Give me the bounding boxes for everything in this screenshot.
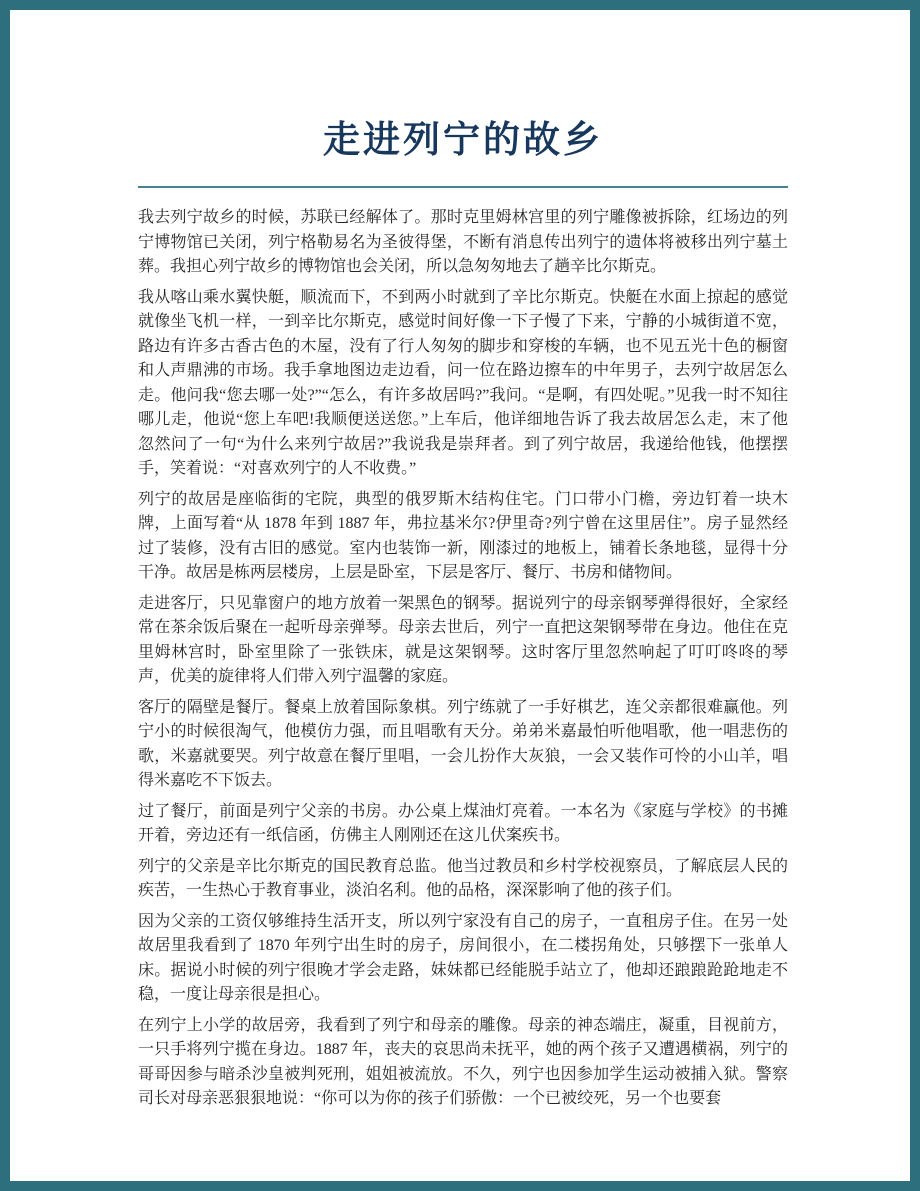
paragraph: 在列宁上小学的故居旁，我看到了列宁和母亲的雕像。母亲的神态端庄，凝重，目视前方，一只手将列宁揽在身边。1887 年，丧夫的哀思尚未抚平，她的两个孩子又遭遇横祸，列宁的哥哥因参与暗杀沙皇被判死刑，姐姐被流放。不久，列宁也因参加学生运动被捕入狱。警察司长对母亲恶狠狠地说：“你可以为你的孩子们骄傲：一个已被绞死，另一个也要套 [138,1016,788,1108]
paragraph: 列宁的父亲是辛比尔斯克的国民教育总监。他当过教员和乡村学校视察员，了解底层人民的疾苦，一生热心于教育事业，淡泊名利。他的品格，深深影响了他的孩子们。 [138,857,788,900]
document-body [138,206,788,1112]
paragraph: 我从喀山乘水翼快艇，顺流而下，不到两小时就到了辛比尔斯克。快艇在水面上掠起的感觉就像坐飞机一样，一到辛比尔斯克，感觉时间好像一下子慢了下来，宁静的小城街道不宽，路边有许多古香古色的木屋，没有了行人匆匆的脚步和穿梭的车辆，也不见五光十色的橱窗和人声鼎沸的市场。我手拿地图边走边看，问一位在路边擦车的中年男子，去列宁故居怎么走。他问我“您去哪一处?”“怎么，有许多故居吗?”我问。“是啊，有四处呢。”见我一时不知往哪儿走，他说“您上车吧!我顺便送送您。”上车后，他详细地告诉了我去故居怎么走，末了他忽然问了一句“为什么来列宁故居?”我说我是崇拜者。到了列宁故居，我递给他钱，他摆摆手，笑着说：“对喜欢列宁的人不收费。” [138,288,788,478]
paragraph: 我去列宁故乡的时候，苏联已经解体了。那时克里姆林宫里的列宁雕像被拆除，红场边的列宁博物馆已关闭，列宁格勒易名为圣彼得堡，不断有消息传出列宁的遗体将被移出列宁墓土葬。我担心列宁故乡的博物馆也会关闭，所以急匆匆地去了趟辛比尔斯克。 [138,209,788,276]
paragraph: 因为父亲的工资仅够维持生活开支，所以列宁家没有自己的房子，一直租房子住。在另一处故居里我看到了 1870 年列宁出生时的房子，房间很小，在二楼拐角处，只够摆下一张单人床。据说小时候的列宁很晚才学会走路，妹妹都已经能脱手站立了，他却还踉踉跄跄地走不稳，一度让母亲很是担心。 [138,912,788,1004]
paragraph: 列宁的故居是座临街的宅院，典型的俄罗斯木结构住宅。门口带小门檐，旁边钉着一块木牌，上面写着“从 1878 年到 1887 年，弗拉基米尔?伊里奇?列宁曾在这里居住”。房子显然经过了装修，没有古旧的感觉。室内也装饰一新，刚漆过的地板上，铺着长条地毯，显得十分干净。故居是栋两层楼房，上层是卧室，下层是客厅、餐厅、书房和储物间。 [138,490,788,582]
paragraph: 过了餐厅，前面是列宁父亲的书房。办公桌上煤油灯亮着。一本名为《家庭与学校》的书摊开着，旁边还有一纸信函，仿佛主人刚刚还在这儿伏案疾书。 [138,802,788,845]
paragraph: 客厅的隔壁是餐厅。餐桌上放着国际象棋。列宁练就了一手好棋艺，连父亲都很难赢他。列宁小的时候很淘气，他模仿力强，而且唱歌有天分。弟弟米嘉最怕听他唱歌，他一唱悲伤的歌，米嘉就要哭。列宁故意在餐厅里唱，一会儿扮作大灰狼，一会又装作可怜的小山羊，唱得米嘉吃不下饭去。 [138,698,788,790]
paragraph: 走进客厅，只见靠窗户的地方放着一架黑色的钢琴。据说列宁的母亲钢琴弹得很好，全家经常在茶余饭后聚在一起听母亲弹琴。母亲去世后，列宁一直把这架钢琴带在身边。他住在克里姆林宫时，卧室里除了一张铁床，就是这架钢琴。这时客厅里忽然响起了叮叮咚咚的琴声，优美的旋律将人们带入列宁温馨的家庭。 [138,594,788,686]
page-title: 走进列宁的故乡 [323,119,603,160]
page-content [10,10,910,1181]
title-divider [138,186,788,188]
